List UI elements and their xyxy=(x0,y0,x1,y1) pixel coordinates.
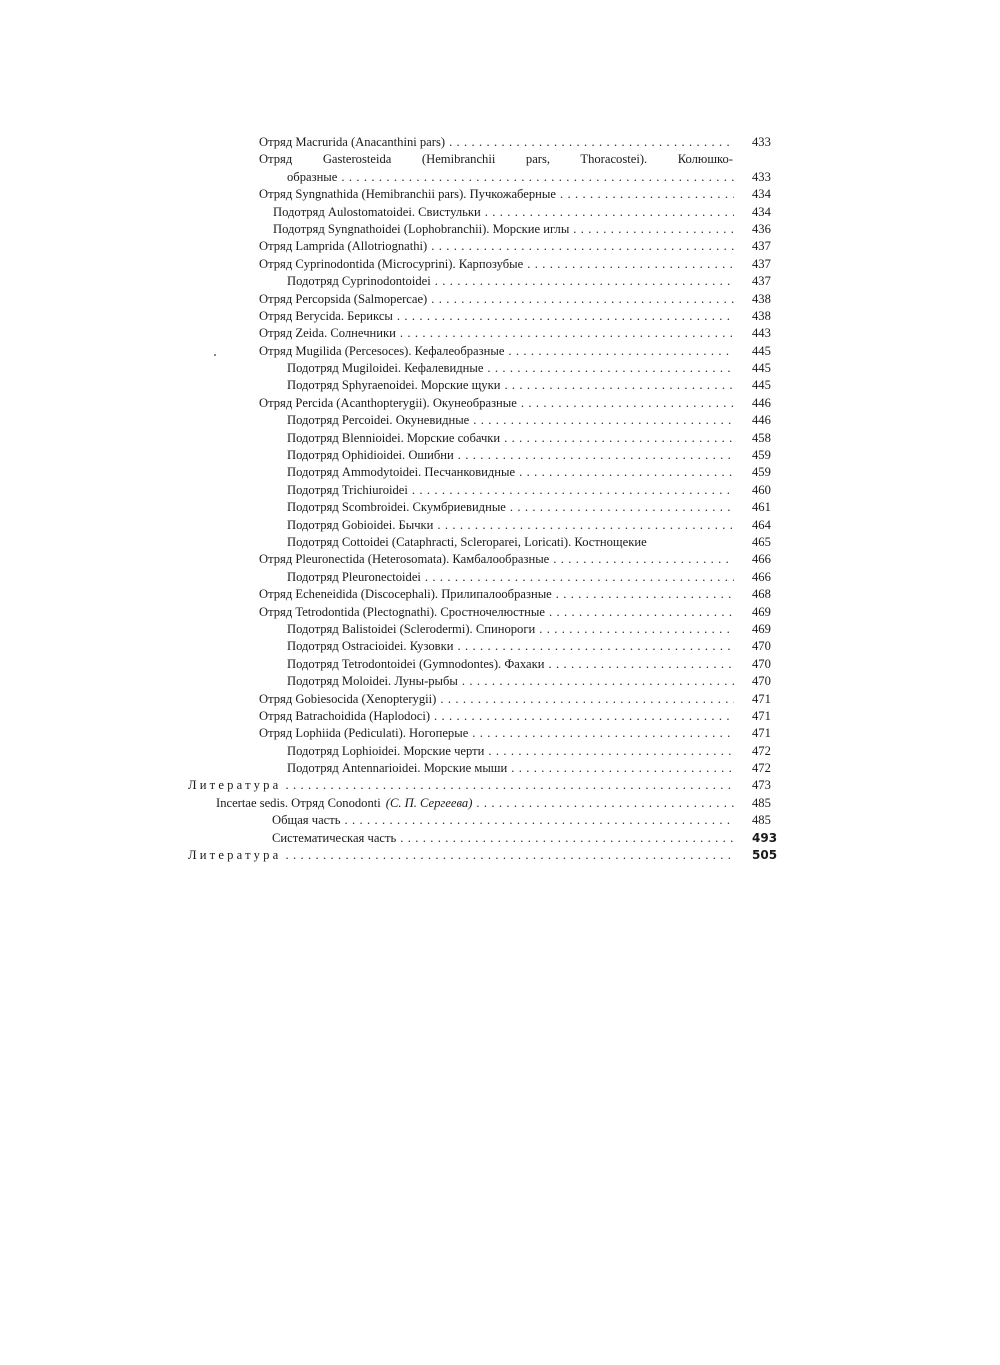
toc-entry-title: Литература xyxy=(188,848,282,863)
page-number: 460 xyxy=(752,482,771,497)
toc-entry-title: Отряд Mugilida (Percesoces). Кефалеобразные xyxy=(259,343,505,358)
page-number: 493 xyxy=(752,830,778,845)
toc-entry xyxy=(0,673,1000,690)
toc-entry-title: Отряд Zeida. Солнечники xyxy=(259,326,396,341)
page-number: 437 xyxy=(752,239,771,254)
dot-leader xyxy=(556,586,734,603)
toc-entry xyxy=(0,760,1000,777)
toc-entry xyxy=(0,743,1000,760)
toc-entry-title: Подотряд Lophioidei. Морские черти xyxy=(287,743,485,758)
dot-leader xyxy=(548,656,734,673)
toc-entry-title: Подотряд Gobioidei. Бычки xyxy=(287,517,434,532)
page-number: 434 xyxy=(752,204,771,219)
toc-entry-title: Отряд Gasterosteida (Hemibranchii pars, Thoracostei). Колюшко- xyxy=(259,152,733,167)
page-number: 458 xyxy=(752,430,771,445)
page-number: 470 xyxy=(752,674,771,689)
toc-entry-title: Подотряд Balistoidei (Sclerodermi). Спинороги xyxy=(287,621,536,636)
toc-entry xyxy=(0,708,1000,725)
dot-leader xyxy=(400,325,734,342)
page-number: 461 xyxy=(752,500,771,515)
page-number: 436 xyxy=(752,221,771,236)
toc-entry xyxy=(0,169,1000,186)
toc-entry-title: Подотряд Ophidioidei. Ошибни xyxy=(287,448,454,463)
toc-entry-title: Отряд Macrurida (Anacanthini pars) xyxy=(259,135,446,149)
toc-entry-title: Подотряд Moloidei. Луны-рыбы xyxy=(287,674,458,689)
page-number: 468 xyxy=(752,587,771,602)
dot-leader xyxy=(397,308,734,325)
page-number: 433 xyxy=(752,135,771,149)
dot-leader xyxy=(504,377,734,394)
toc-entry-title: Подотряд Sphyraenoidei. Морские щуки xyxy=(287,378,501,393)
toc-entry xyxy=(0,221,1000,238)
toc-entry-title: Подотряд Pleuronectoidei xyxy=(287,569,421,584)
toc-entry-title: Incertae sedis. Отряд Conodonti xyxy=(216,795,381,810)
dot-leader xyxy=(510,499,734,516)
page-number: 459 xyxy=(752,448,771,463)
toc-entry xyxy=(0,534,1000,551)
dot-leader xyxy=(527,256,734,273)
dot-leader xyxy=(431,291,734,308)
dot-leader xyxy=(487,360,734,377)
dot-leader xyxy=(440,691,734,708)
page-number: 485 xyxy=(752,813,771,828)
dot-leader xyxy=(434,708,734,725)
toc-entry xyxy=(0,830,1000,847)
dot-leader xyxy=(553,551,734,568)
dot-leader xyxy=(504,430,734,447)
toc-entry xyxy=(0,325,1000,342)
dot-leader xyxy=(485,204,734,221)
toc-entry xyxy=(0,621,1000,638)
toc-entry-title: Отряд Lamprida (Allotriognathi) xyxy=(259,239,428,254)
dot-leader xyxy=(458,447,734,464)
toc-entry xyxy=(0,377,1000,394)
page-number: 433 xyxy=(752,169,771,184)
toc-entry-author: (С. П. Сергеева) xyxy=(385,795,473,810)
toc-entry-title: Подотряд Aulostomatoidei. Свистульки xyxy=(273,204,481,219)
toc-entry-title: Отряд Percopsida (Salmopercae) xyxy=(259,291,428,306)
dot-leader xyxy=(400,830,734,847)
toc-entry xyxy=(0,847,1000,864)
dot-leader xyxy=(472,725,734,742)
toc-entry-title: Подотряд Blennioidei. Морские собачки xyxy=(287,430,501,445)
toc-entry xyxy=(0,204,1000,221)
page-number: 471 xyxy=(752,708,771,723)
dot-leader xyxy=(431,238,734,255)
dot-leader xyxy=(457,638,734,655)
toc-entry xyxy=(0,134,1000,151)
toc-entry-title: образные xyxy=(287,169,338,184)
page-number: 471 xyxy=(752,726,771,741)
toc-entry xyxy=(0,291,1000,308)
page-number: 472 xyxy=(752,743,771,758)
toc-entry-title: Подотряд Antennarioidei. Морские мыши xyxy=(287,761,508,776)
page-number: 443 xyxy=(752,326,771,341)
toc-entry xyxy=(0,499,1000,516)
toc-entry xyxy=(0,795,1000,812)
toc-entry xyxy=(0,638,1000,655)
toc-entry-title: Отряд Cyprinodontida (Microcyprini). Карпозубые xyxy=(259,256,524,271)
toc-entry xyxy=(0,551,1000,568)
toc-entry xyxy=(0,464,1000,481)
dot-leader xyxy=(425,569,734,586)
page-number: 469 xyxy=(752,604,771,619)
toc-entry xyxy=(0,186,1000,203)
toc-entry-title: Отряд Pleuronectida (Heterosomata). Камбалообразные xyxy=(259,552,550,567)
toc-entry-title: Отряд Syngnathida (Hemibranchii pars). Пучкожаберные xyxy=(259,187,556,202)
page-number: 446 xyxy=(752,395,771,410)
dot-leader xyxy=(285,777,734,794)
page-number: 438 xyxy=(752,291,771,306)
dot-leader xyxy=(449,134,734,151)
dot-leader xyxy=(521,395,734,412)
dot-leader xyxy=(435,273,734,290)
page-number: 445 xyxy=(752,378,771,393)
dot-leader xyxy=(573,221,734,238)
dot-leader xyxy=(476,795,734,812)
dot-leader xyxy=(462,673,734,690)
dot-leader xyxy=(412,482,734,499)
toc-entry xyxy=(0,586,1000,603)
toc-entry xyxy=(0,777,1000,794)
toc-entry xyxy=(0,412,1000,429)
toc-entry-title: Подотряд Scombroidei. Скумбриевидные xyxy=(287,500,506,515)
toc-entry-title: Подотряд Tetrodontoidei (Gymnodontes). Фахаки xyxy=(287,656,545,671)
toc-entry xyxy=(0,517,1000,534)
dot-leader xyxy=(437,517,734,534)
dot-leader xyxy=(508,343,734,360)
toc-entry-title: Отряд Batrachoidida (Haplodoci) xyxy=(259,708,431,723)
toc-entry-title: Литература xyxy=(188,778,282,793)
toc-entry xyxy=(0,656,1000,673)
dot-leader xyxy=(519,464,734,481)
page-number: 471 xyxy=(752,691,771,706)
dot-leader xyxy=(539,621,734,638)
toc-entry xyxy=(0,256,1000,273)
toc-entry xyxy=(0,604,1000,621)
page-number: 434 xyxy=(752,187,771,202)
dot-leader xyxy=(285,847,734,864)
page-number: 470 xyxy=(752,656,771,671)
page-number: 466 xyxy=(752,552,771,567)
page-number: 472 xyxy=(752,761,771,776)
dot-leader xyxy=(511,760,734,777)
toc-entry-title: Подотряд Syngnathoidei (Lophobranchii). Морские иглы xyxy=(273,221,570,236)
table-of-contents xyxy=(0,134,1000,864)
toc-entry-title: Подотряд Cottoidei (Cataphracti, Scleroparei, Loricati). Костнощекие xyxy=(287,534,647,549)
page-number: 473 xyxy=(752,778,771,793)
toc-entry xyxy=(0,812,1000,829)
toc-entry xyxy=(0,447,1000,464)
toc-entry xyxy=(0,151,1000,168)
toc-entry xyxy=(0,430,1000,447)
page-number: 464 xyxy=(752,517,771,532)
toc-entry xyxy=(0,360,1000,377)
page-number: 466 xyxy=(752,569,771,584)
page-number: 485 xyxy=(752,795,771,810)
toc-entry xyxy=(0,308,1000,325)
toc-entry-title: Отряд Tetrodontida (Plectognathi). Сростночелюстные xyxy=(259,604,545,619)
page-number: 445 xyxy=(752,343,771,358)
toc-entry-title: Подотряд Mugiloidei. Кефалевидные xyxy=(287,361,484,376)
toc-entry-title: Общая часть xyxy=(272,813,341,828)
toc-entry-title: Отряд Gobiesocida (Xenopterygii) xyxy=(259,691,437,706)
toc-entry-title: Подотряд Ostracioidei. Кузовки xyxy=(287,639,454,654)
toc-entry-title: Подотряд Cyprinodontoidei xyxy=(287,274,431,289)
dot-leader xyxy=(488,743,734,760)
toc-entry-title: Подотряд Percoidei. Окуневидные xyxy=(287,413,470,428)
dot-leader xyxy=(473,412,734,429)
toc-entry xyxy=(0,273,1000,290)
page-number: 459 xyxy=(752,465,771,480)
toc-entry-title: Подотряд Trichiuroidei xyxy=(287,482,408,497)
page-number: 465 xyxy=(752,534,771,549)
toc-entry-title: Отряд Echeneidida (Discocephali). Прилипалообразные xyxy=(259,587,552,602)
toc-entry xyxy=(0,343,1000,360)
toc-entry-title: Подотряд Ammodytoidei. Песчанковидные xyxy=(287,465,516,480)
toc-entry xyxy=(0,395,1000,412)
toc-entry-title: Отряд Lophiida (Pediculati). Ногоперые xyxy=(259,726,469,741)
dot-leader xyxy=(560,186,734,203)
page-number: 505 xyxy=(752,848,778,863)
toc-entry xyxy=(0,238,1000,255)
toc-entry xyxy=(0,482,1000,499)
toc-entry-title: Отряд Berycida. Бериксы xyxy=(259,308,393,323)
page-number: 469 xyxy=(752,621,771,636)
toc-entry-title: Отряд Percida (Acanthopterygii). Окунеобразные xyxy=(259,395,517,410)
page-number: 437 xyxy=(752,256,771,271)
page-number: 438 xyxy=(752,308,771,323)
dot-leader xyxy=(549,604,734,621)
dot-leader xyxy=(345,812,735,829)
toc-entry xyxy=(0,725,1000,742)
dot-leader xyxy=(341,169,734,186)
toc-entry-title: Систематическая часть xyxy=(272,830,397,845)
toc-entry xyxy=(0,569,1000,586)
page-number: 445 xyxy=(752,361,771,376)
page-number: 437 xyxy=(752,274,771,289)
toc-entry xyxy=(0,691,1000,708)
page-number: 470 xyxy=(752,639,771,654)
page-number: 446 xyxy=(752,413,771,428)
